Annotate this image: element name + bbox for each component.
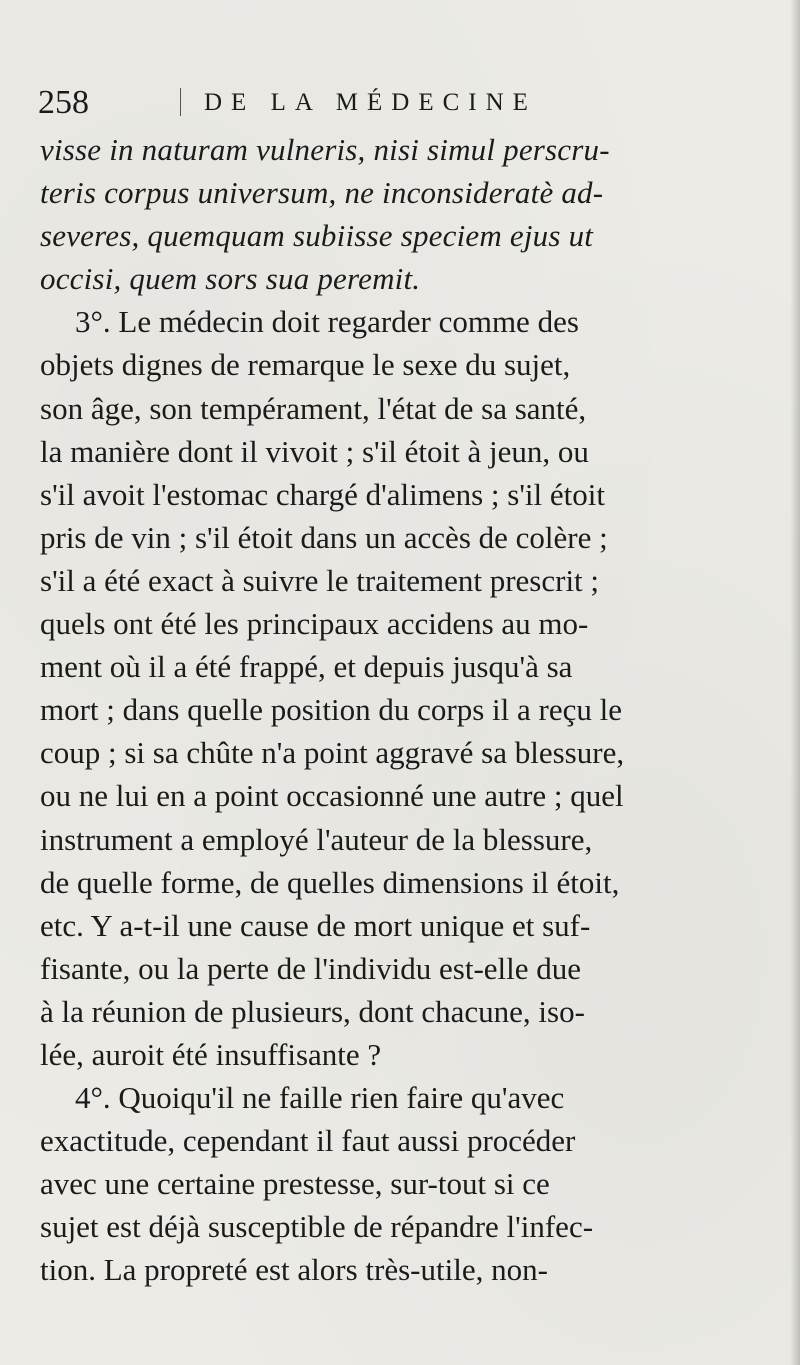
text-line: ou ne lui en a point occasionné une autre ; quel (40, 778, 624, 814)
text-line: objets dignes de remarque le sexe du sujet, (40, 347, 571, 383)
header-divider (180, 88, 181, 116)
text-line: lée, auroit été insuffisante ? (40, 1036, 382, 1072)
text-line: coup ; si sa chûte n'a point aggravé sa blessure, (40, 735, 625, 771)
text-line: mort ; dans quelle position du corps il a reçu le (40, 692, 622, 728)
text-line: sujet est déjà susceptible de répandre l'infec- (40, 1209, 594, 1245)
text-line: avec une certaine prestesse, sur-tout si ce (40, 1166, 550, 1202)
text-line: occisi, quem sors sua peremit. (40, 261, 421, 297)
text-line: s'il avoit l'estomac chargé d'alimens ; s'il étoit (40, 476, 606, 512)
text-line: teris corpus universum, ne inconsideratè ad- (40, 175, 604, 211)
text-line: 3°. Le médecin doit regarder comme des (75, 304, 579, 340)
text-line: quels ont été les principaux accidens au mo- (40, 606, 589, 642)
text-line: etc. Y a-t-il une cause de mort unique et suf- (40, 907, 591, 943)
text-line: pris de vin ; s'il étoit dans un accès de colère ; (40, 519, 608, 555)
body-text (40, 128, 740, 1292)
text-line: de quelle forme, de quelles dimensions il étoit, (40, 864, 620, 900)
text-line: la manière dont il vivoit ; s'il étoit à jeun, ou (40, 433, 589, 469)
running-title: DE LA MÉDECINE (204, 89, 537, 116)
page-number: 258 (38, 84, 89, 121)
text-line: tion. La propreté est alors très-utile, non- (40, 1252, 548, 1288)
text-line: fisante, ou la perte de l'individu est-elle due (40, 950, 582, 986)
text-line: à la réunion de plusieurs, dont chacune, iso- (40, 993, 585, 1029)
text-line: son âge, son tempérament, l'état de sa santé, (40, 390, 587, 426)
text-line: exactitude, cependant il faut aussi procéder (40, 1123, 576, 1159)
text-line: instrument a employé l'auteur de la blessure, (40, 821, 593, 857)
text-line: severes, quemquam subiisse speciem ejus ut (40, 218, 594, 254)
text-line: visse in naturam vulneris, nisi simul perscru- (40, 132, 610, 167)
text-line: 4°. Quoiqu'il ne faille rien faire qu'avec (75, 1080, 565, 1116)
text-line: ment où il a été frappé, et depuis jusqu'à sa (40, 649, 573, 685)
running-head (38, 80, 758, 126)
text-line: s'il a été exact à suivre le traitement prescrit ; (40, 562, 600, 598)
page-edge-shadow (790, 0, 800, 1365)
